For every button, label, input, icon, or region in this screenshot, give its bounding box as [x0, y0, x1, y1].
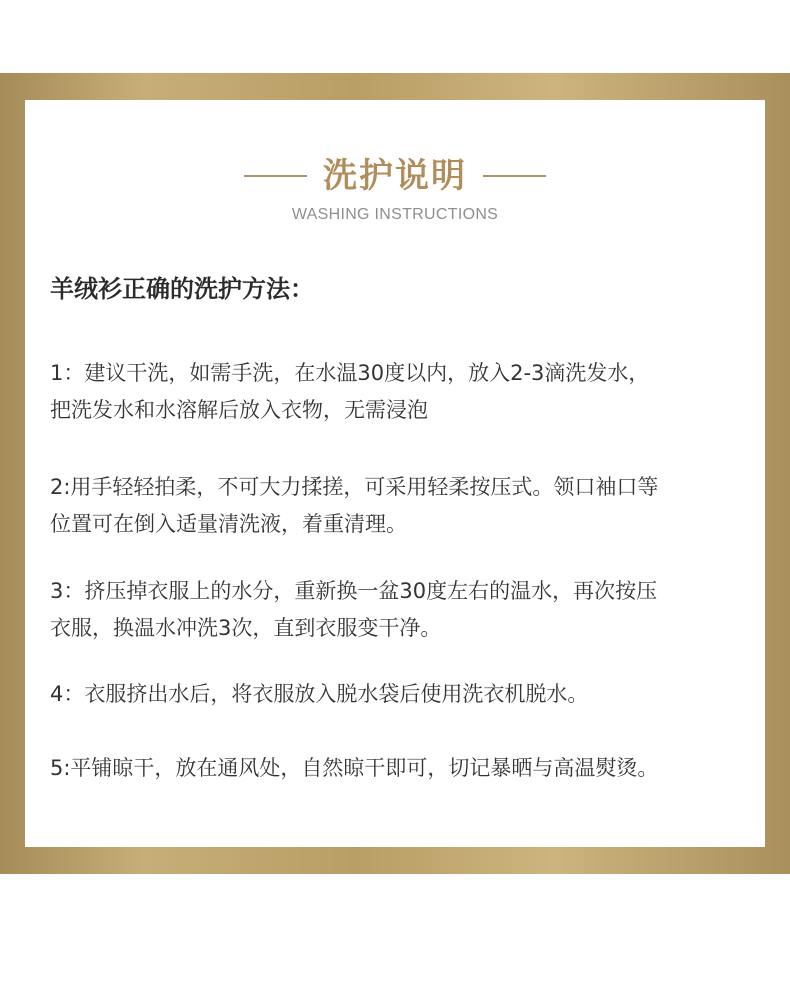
step-5-line-1: 5:平铺晾干，放在通风处，自然晾干即可，切记暴晒与高温熨烫。 — [50, 756, 659, 780]
title-row — [25, 152, 765, 200]
step-1-line-2: 把洗发水和水溶解后放入衣物，无需浸泡 — [50, 398, 428, 422]
title-rule-right — [483, 175, 546, 177]
title-rule-left — [244, 175, 307, 177]
step-1 — [50, 355, 750, 429]
step-3-line-2: 衣服，换温水冲洗3次，直到衣服变干净。 — [50, 616, 442, 640]
step-3-line-1: 3：挤压掉衣服上的水分，重新换一盆30度左右的温水，再次按压 — [50, 579, 658, 603]
step-2 — [50, 469, 750, 543]
step-1-line-1: 1：建议干洗，如需手洗，在水温30度以内，放入2-3滴洗发水， — [50, 361, 650, 385]
step-5 — [50, 750, 750, 787]
section-heading: 羊绒衫正确的洗护方法： — [50, 275, 314, 303]
instruction-card — [25, 100, 765, 847]
step-2-line-2: 位置可在倒入适量清洗液，着重清理。 — [50, 512, 407, 536]
page-subtitle: WASHING INSTRUCTIONS — [291, 206, 499, 223]
step-3 — [50, 573, 750, 647]
page-title: 洗护说明 — [323, 156, 467, 196]
step-2-line-1: 2:用手轻轻拍柔，不可大力揉搓，可采用轻柔按压式。领口袖口等 — [50, 475, 659, 499]
step-4 — [50, 676, 750, 713]
step-4-line-1: 4：衣服挤出水后，将衣服放入脱水袋后使用洗衣机脱水。 — [50, 682, 589, 706]
